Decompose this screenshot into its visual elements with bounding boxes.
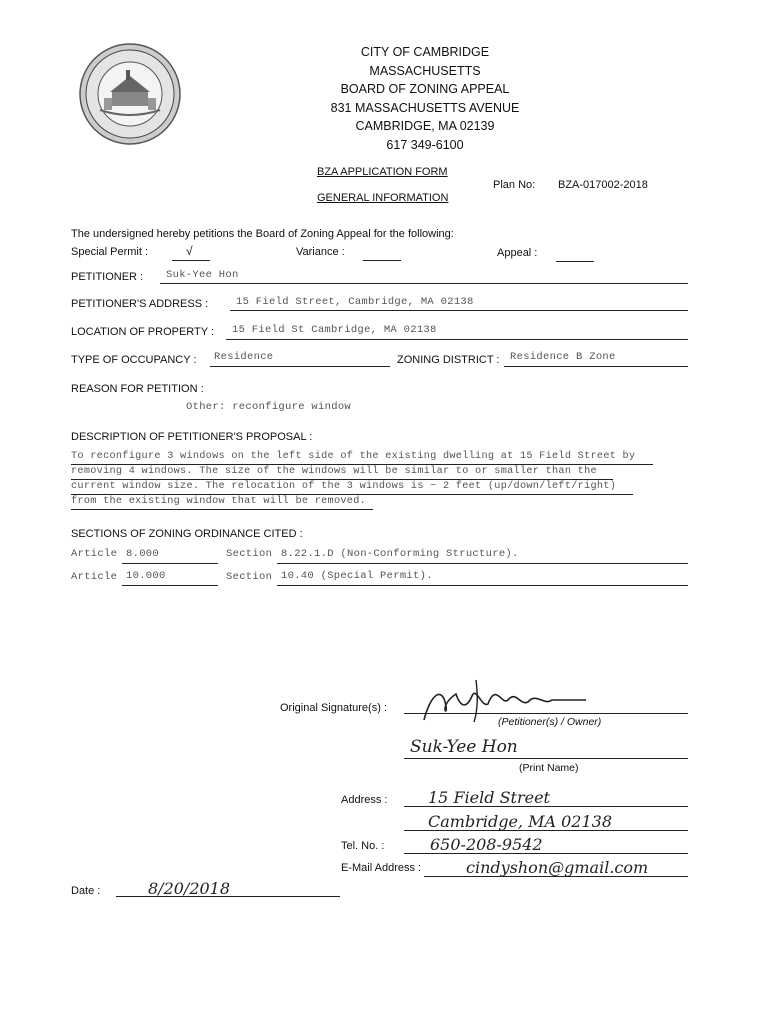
form-title: BZA APPLICATION FORM — [317, 166, 448, 178]
signature-label: Original Signature(s) : — [280, 702, 387, 714]
location-underline — [226, 339, 688, 340]
form-subtitle: GENERAL INFORMATION — [317, 192, 449, 204]
appeal-field[interactable] — [556, 261, 594, 262]
tel-value[interactable]: 650-208-9542 — [430, 835, 543, 854]
occupancy-underline — [210, 366, 390, 367]
petitioner-underline — [160, 283, 688, 284]
print-name-value[interactable]: Suk-Yee Hon — [410, 737, 518, 757]
description-underline — [71, 464, 653, 465]
date-label: Date : — [71, 885, 101, 897]
petitioner-address-label: PETITIONER'S ADDRESS : — [71, 298, 209, 310]
address-label: Address : — [341, 794, 388, 806]
signature-underline — [404, 713, 688, 714]
description-label: DESCRIPTION OF PETITIONER'S PROPOSAL : — [71, 431, 313, 443]
description-underline — [71, 509, 373, 510]
article-value[interactable]: 10.000 — [126, 570, 166, 582]
description-underline — [71, 479, 613, 480]
description-line[interactable]: current window size. The relocation of the 3 windows is ~ 2 feet (up/down/left/right) — [71, 481, 617, 492]
occupancy-label: TYPE OF OCCUPANCY : — [71, 354, 197, 366]
occupancy-value[interactable]: Residence — [214, 351, 274, 363]
zoning-district-underline — [504, 366, 688, 367]
print-name-label: (Print Name) — [519, 762, 579, 774]
header-line: BOARD OF ZONING APPEAL — [340, 82, 510, 96]
section-underline — [277, 585, 688, 586]
petition-intro: The undersigned hereby petitions the Board of Zoning Appeal for the following: — [71, 228, 454, 240]
section-underline — [277, 563, 688, 564]
header-line: 617 349-6100 — [386, 137, 464, 152]
sections-label: SECTIONS OF ZONING ORDINANCE CITED : — [71, 528, 303, 540]
article-underline — [122, 585, 218, 586]
date-value[interactable]: 8/20/2018 — [148, 879, 231, 898]
location-value[interactable]: 15 Field St Cambridge, MA 02138 — [232, 324, 437, 336]
address-line1[interactable]: 15 Field Street — [428, 788, 550, 807]
tel-underline — [404, 853, 688, 854]
location-label: LOCATION OF PROPERTY : — [71, 326, 215, 338]
header-line: 831 MASSACHUSETTS AVENUE — [330, 100, 520, 115]
article-label: Article — [71, 571, 118, 583]
variance-field[interactable] — [363, 260, 401, 261]
zoning-district-label: ZONING DISTRICT : — [397, 354, 500, 366]
article-label: Article — [71, 548, 118, 560]
email-value[interactable]: cindyshon@gmail.com — [466, 858, 649, 877]
description-line[interactable]: To reconfigure 3 windows on the left side of the existing dwelling at 15 Field Street by — [71, 451, 636, 462]
section-label: Section — [226, 548, 273, 560]
tel-label: Tel. No. : — [341, 840, 385, 852]
print-name-underline — [404, 758, 688, 759]
description-underline — [71, 494, 633, 495]
plan-no-value: BZA-017002-2018 — [558, 179, 648, 191]
special-permit-label: Special Permit : — [71, 246, 149, 258]
description-line[interactable]: from the existing window that will be removed. — [71, 496, 367, 507]
date-underline — [116, 896, 340, 897]
email-label: E-Mail Address : — [341, 862, 422, 874]
plan-no-label: Plan No: — [493, 179, 536, 191]
address-underline — [404, 806, 688, 807]
reason-value[interactable]: Other: reconfigure window — [186, 401, 352, 413]
letterhead — [300, 43, 550, 154]
header-line: MASSACHUSETTS — [369, 63, 481, 78]
header-line: CITY OF CAMBRIDGE — [360, 45, 490, 59]
article-value[interactable]: 8.000 — [126, 548, 160, 560]
header-line: CAMBRIDGE, MA 02139 — [355, 119, 495, 133]
article-underline — [122, 563, 218, 564]
appeal-label: Appeal : — [497, 247, 538, 259]
address-line2[interactable]: Cambridge, MA 02138 — [428, 812, 613, 831]
section-label: Section — [226, 571, 273, 583]
reason-label: REASON FOR PETITION : — [71, 383, 204, 395]
petitioner-address-underline — [230, 310, 688, 311]
variance-label: Variance : — [296, 246, 345, 258]
signature-role: (Petitioner(s) / Owner) — [498, 716, 602, 728]
zoning-district-value[interactable]: Residence B Zone — [510, 351, 616, 363]
section-value[interactable]: 10.40 (Special Permit). — [281, 570, 433, 582]
email-underline — [424, 876, 688, 877]
address-underline — [404, 830, 688, 831]
section-value[interactable]: 8.22.1.D (Non-Conforming Structure). — [281, 548, 519, 560]
description-line[interactable]: removing 4 windows. The size of the windows will be similar to or smaller than the — [71, 466, 597, 477]
petitioner-value[interactable]: Suk-Yee Hon — [166, 269, 239, 281]
petitioner-address-value[interactable]: 15 Field Street, Cambridge, MA 02138 — [236, 296, 474, 308]
special-permit-checkmark[interactable]: √ — [186, 244, 193, 258]
special-permit-field — [172, 260, 210, 261]
city-seal-logo — [78, 42, 182, 146]
petitioner-label: PETITIONER : — [71, 271, 144, 283]
